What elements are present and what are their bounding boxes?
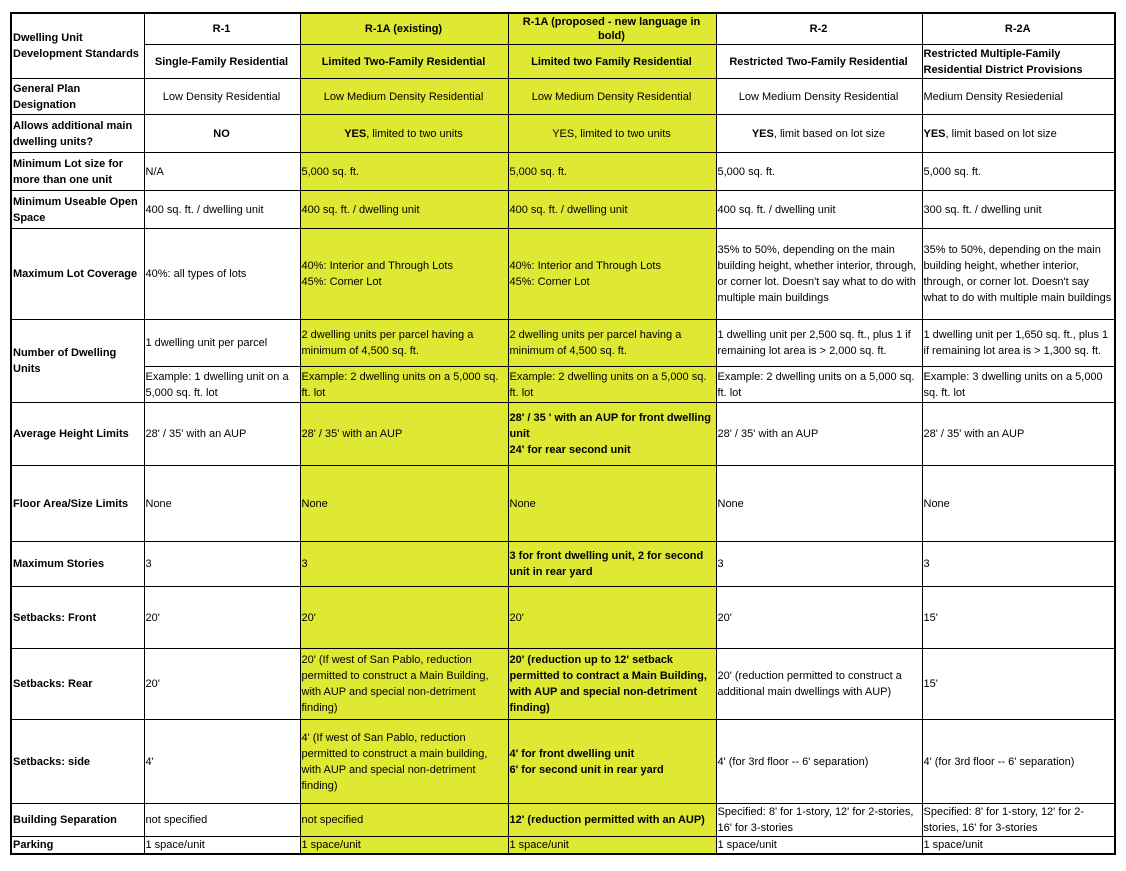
table-cell: 3 xyxy=(716,542,922,587)
table-cell: 3 xyxy=(144,542,300,587)
table-cell: 28' / 35' with an AUP xyxy=(716,403,922,466)
table-cell: Specified: 8' for 1-story, 12' for 2-stories, 16' for 3-stories xyxy=(716,804,922,837)
cell-line: 6' for second unit in rear yard xyxy=(509,763,664,776)
row-label: Maximum Stories xyxy=(11,542,144,587)
table-cell: 20' (reduction permitted to construct a additional main dwellings with AUP) xyxy=(716,649,922,720)
zone-r1-description: Single-Family Residential xyxy=(144,45,300,79)
table-cell: 5,000 sq. ft. xyxy=(300,153,508,191)
row-separation xyxy=(11,804,1115,837)
cell-line: 4' for front dwelling unit xyxy=(509,747,635,760)
table-cell: 5,000 sq. ft. xyxy=(508,153,716,191)
table-cell: 2 dwelling units per parcel having a minimum of 4,500 sq. ft. xyxy=(300,320,508,367)
table-cell xyxy=(508,229,716,320)
row-label: Building Separation xyxy=(11,804,144,837)
zone-r2-description: Restricted Two-Family Residential xyxy=(716,45,922,79)
row-allows-additional xyxy=(11,115,1115,153)
table-cell: None xyxy=(508,466,716,542)
table-cell: Example: 1 dwelling unit on a 5,000 sq. ft. lot xyxy=(144,367,300,403)
table-cell: 5,000 sq. ft. xyxy=(922,153,1115,191)
table-cell: not specified xyxy=(300,804,508,837)
row-parking xyxy=(11,837,1115,855)
table-cell: 4' xyxy=(144,720,300,804)
table-cell xyxy=(300,115,508,153)
row-floor-area xyxy=(11,466,1115,542)
table-cell: 400 sq. ft. / dwelling unit xyxy=(508,191,716,229)
cell-line: 40%: Interior and Through Lots xyxy=(509,260,661,272)
row-label: General Plan Designation xyxy=(11,79,144,115)
cell-text: , limited to two units xyxy=(366,127,463,140)
row-open-space xyxy=(11,191,1115,229)
row-num-units xyxy=(11,320,1115,367)
zone-r1a-proposed-header: R-1A (proposed - new language in bold) xyxy=(508,13,716,45)
table-cell: Low Medium Density Residential xyxy=(716,79,922,115)
table-cell: Medium Density Resiedenial xyxy=(922,79,1115,115)
table-cell: N/A xyxy=(144,153,300,191)
table-cell: NO xyxy=(144,115,300,153)
row-general-plan xyxy=(11,79,1115,115)
zone-r1-header: R-1 xyxy=(144,13,300,45)
table-cell: Low Medium Density Residential xyxy=(508,79,716,115)
row-label: Floor Area/Size Limits xyxy=(11,466,144,542)
table-cell: 1 dwelling unit per 2,500 sq. ft., plus 1 if remaining lot area is > 2,000 sq. ft. xyxy=(716,320,922,367)
row-label: Maximum Lot Coverage xyxy=(11,229,144,320)
row-label-header: Dwelling Unit Development Standards xyxy=(11,13,144,79)
table-cell xyxy=(922,115,1115,153)
table-cell: 2 dwelling units per parcel having a minimum of 4,500 sq. ft. xyxy=(508,320,716,367)
table-cell: 35% to 50%, depending on the main building height, whether interior, through, or corner lot. Doesn't say what to do with multiple main buildings xyxy=(922,229,1115,320)
table-cell: 3 xyxy=(922,542,1115,587)
table-cell: 4' (If west of San Pablo, reduction permitted to construct a main building, with AUP and special non-detriment finding) xyxy=(300,720,508,804)
table-cell: Example: 2 dwelling units on a 5,000 sq. ft. lot xyxy=(508,367,716,403)
table-cell: 400 sq. ft. / dwelling unit xyxy=(300,191,508,229)
row-setback-side xyxy=(11,720,1115,804)
table-cell: Low Density Residential xyxy=(144,79,300,115)
row-stories xyxy=(11,542,1115,587)
row-setback-rear xyxy=(11,649,1115,720)
table-cell: 20' xyxy=(144,587,300,649)
zoning-comparison-table xyxy=(10,12,1116,855)
table-cell: 1 dwelling unit per 1,650 sq. ft., plus 1 if remaining lot area is > 1,300 sq. ft. xyxy=(922,320,1115,367)
row-setback-front xyxy=(11,587,1115,649)
row-min-lot xyxy=(11,153,1115,191)
table-cell: Example: 2 dwelling units on a 5,000 sq. ft. lot xyxy=(300,367,508,403)
bold-yes: YES xyxy=(344,127,367,140)
zone-r2-header: R-2 xyxy=(716,13,922,45)
table-cell: 12' (reduction permitted with an AUP) xyxy=(508,804,716,837)
row-label: Minimum Useable Open Space xyxy=(11,191,144,229)
table-cell: 28' / 35' with an AUP xyxy=(922,403,1115,466)
table-cell: 20' (reduction up to 12' setback permitted to contract a Main Building, with AUP and special non-detriment finding) xyxy=(508,649,716,720)
row-label: Parking xyxy=(11,837,144,855)
table-cell: 400 sq. ft. / dwelling unit xyxy=(716,191,922,229)
table-cell: 4' (for 3rd floor -- 6' separation) xyxy=(922,720,1115,804)
cell-line: 40%: Interior and Through Lots xyxy=(301,260,453,272)
table-cell: 1 space/unit xyxy=(716,837,922,855)
table-cell: not specified xyxy=(144,804,300,837)
bold-yes: YES xyxy=(923,127,946,140)
table-cell: 3 for front dwelling unit, 2 for second unit in rear yard xyxy=(508,542,716,587)
header-row-descriptions xyxy=(11,45,1115,79)
row-lot-coverage xyxy=(11,229,1115,320)
table-cell xyxy=(716,115,922,153)
cell-line: 45%: Corner Lot xyxy=(509,276,590,288)
table-cell: 1 space/unit xyxy=(144,837,300,855)
table-cell: YES, limited to two units xyxy=(508,115,716,153)
table-cell: 20' xyxy=(508,587,716,649)
table-cell: 20' (If west of San Pablo, reduction permitted to construct a Main Building, with AUP and special non-detriment finding) xyxy=(300,649,508,720)
zone-r1a-existing-header: R-1A (existing) xyxy=(300,13,508,45)
cell-text: , limit based on lot size xyxy=(945,127,1057,140)
row-label: Setbacks: Rear xyxy=(11,649,144,720)
table-cell: 4' (for 3rd floor -- 6' separation) xyxy=(716,720,922,804)
table-cell: 1 space/unit xyxy=(508,837,716,855)
table-cell: 300 sq. ft. / dwelling unit xyxy=(922,191,1115,229)
table-cell: 20' xyxy=(144,649,300,720)
table-cell: 40%: all types of lots xyxy=(144,229,300,320)
zone-r2a-description: Restricted Multiple-Family Residential District Provisions xyxy=(922,45,1115,79)
cell-line: 28' / 35 ' with an AUP for front dwelling unit xyxy=(509,412,711,440)
zone-r2a-header: R-2A xyxy=(922,13,1115,45)
table-cell: 20' xyxy=(716,587,922,649)
zone-r1a-proposed-description: Limited two Family Residential xyxy=(508,45,716,79)
cell-line: 45%: Corner Lot xyxy=(301,276,382,288)
table-cell: Example: 3 dwelling units on a 5,000 sq. ft. lot xyxy=(922,367,1115,403)
table-cell: 1 space/unit xyxy=(922,837,1115,855)
cell-text: , limit based on lot size xyxy=(773,127,886,140)
table-cell: None xyxy=(300,466,508,542)
table-cell xyxy=(300,229,508,320)
row-label: Minimum Lot size for more than one unit xyxy=(11,153,144,191)
header-row-zones xyxy=(11,13,1115,45)
table-cell: 3 xyxy=(300,542,508,587)
row-label: Setbacks: side xyxy=(11,720,144,804)
row-num-units-example xyxy=(11,367,1115,403)
table-cell: 28' / 35' with an AUP xyxy=(144,403,300,466)
table-cell: 20' xyxy=(300,587,508,649)
table-cell: Example: 2 dwelling units on a 5,000 sq. ft. lot xyxy=(716,367,922,403)
table-cell xyxy=(508,720,716,804)
bold-yes: YES xyxy=(751,127,774,140)
row-label: Setbacks: Front xyxy=(11,587,144,649)
zoning-comparison-container xyxy=(10,12,1116,855)
row-label: Allows additional main dwelling units? xyxy=(11,115,144,153)
table-cell: None xyxy=(716,466,922,542)
table-cell: None xyxy=(922,466,1115,542)
table-cell: Low Medium Density Residential xyxy=(300,79,508,115)
table-cell: 28' / 35' with an AUP xyxy=(300,403,508,466)
table-cell: 35% to 50%, depending on the main building height, whether interior, through, or corner lot. Doesn't say what to do with multiple main buildings xyxy=(716,229,922,320)
cell-line: 24' for rear second unit xyxy=(509,444,631,456)
table-cell: 1 space/unit xyxy=(300,837,508,855)
table-cell: None xyxy=(144,466,300,542)
table-cell: 5,000 sq. ft. xyxy=(716,153,922,191)
zone-r1a-existing-description: Limited Two-Family Residential xyxy=(300,45,508,79)
table-cell xyxy=(508,403,716,466)
row-height xyxy=(11,403,1115,466)
table-cell: 15' xyxy=(922,587,1115,649)
table-cell: Specified: 8' for 1-story, 12' for 2-stories, 16' for 3-stories xyxy=(922,804,1115,837)
table-cell: 1 dwelling unit per parcel xyxy=(144,320,300,367)
row-label: Average Height Limits xyxy=(11,403,144,466)
row-label: Number of Dwelling Units xyxy=(11,320,144,403)
table-cell: 400 sq. ft. / dwelling unit xyxy=(144,191,300,229)
table-cell: 15' xyxy=(922,649,1115,720)
